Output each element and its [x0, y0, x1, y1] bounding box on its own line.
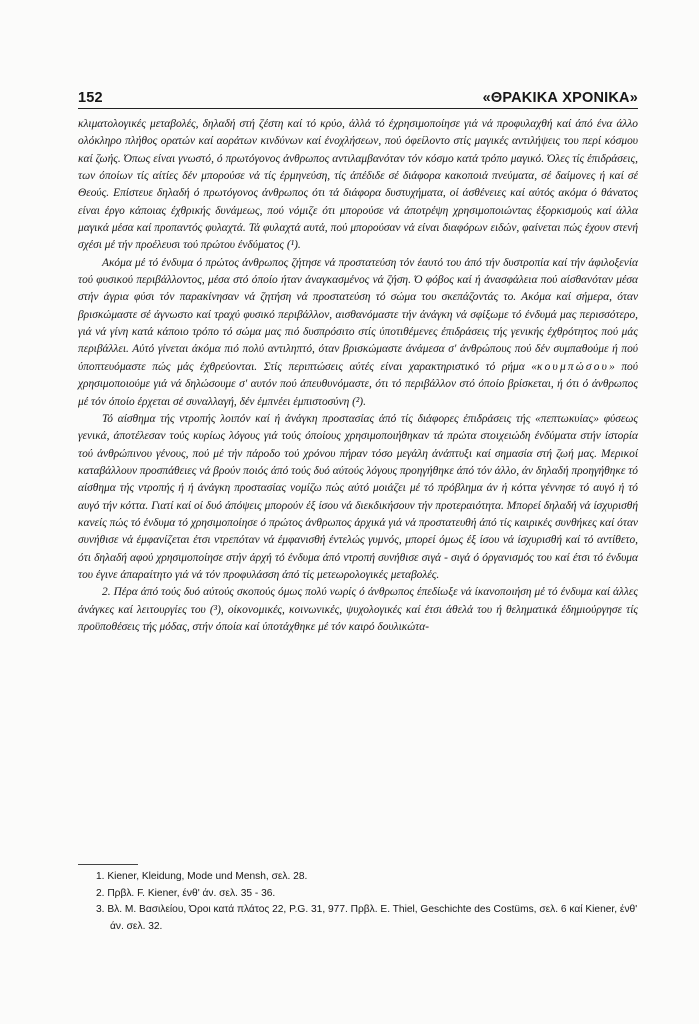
header-rule: [78, 108, 638, 109]
page-number: 152: [78, 90, 103, 106]
journal-title: «ΘΡΑΚΙΚΑ ΧΡΟΝΙΚΑ»: [482, 90, 638, 106]
spaced-emphasis-word: κουμπώσου: [536, 360, 610, 373]
body-text: [78, 116, 638, 636]
running-header: [78, 84, 638, 106]
paragraph-4: 2. Πέρα άπό τούς δυό αύτούς σκοπούς όμως πολύ νωρίς ό άνθρωπος έπεδίωξε νά ίκανοποιήση μέ τό ένδυμα καί άλλες άνάγκες καί λειτουργίες του (³), οίκονομικές, κοινωνικές, ψυχολογικές καί έτσι άθελά του ή θεληματικά έδημιούργησε τίς προϋποθέσεις τής μόδας, στήν όποία καί ύποτάχθηκε μέ τόν καιρό δουλικώτα-: [78, 586, 638, 633]
footnote-rule: [78, 864, 138, 865]
footnote-3: 3. Βλ. Μ. Βασιλείου, Όροι κατά πλάτος 22, P.G. 31, 977. Πρβλ. E. Thiel, Geschichte des Costüms, σελ. 6 καί Kiener, ένθ' άν. σελ. 32.: [96, 904, 638, 932]
footnote-2: 2. Πρβλ. F. Kiener, ένθ' άν. σελ. 35 - 36.: [96, 887, 276, 899]
footnotes: [78, 869, 638, 935]
paragraph-1: κλιματολογικές μεταβολές, δηλαδή στή ζέστη καί τό κρύο, άλλά τό έχρησιμοποίησε γιά νά προφυλαχθή καί άπό ένα άλλο ολόκληρο πλήθος ορατών καί αοράτων κινδύνων καί ένοχλήσεων, πού όφείλοντο στίς μαγικές αντιλήψεις του περί κόσμου καί ζωής. Όπως είναι γνωστό, ό πρωτόγονος άνθρωπος αντιλαμβανόταν τόν κόσμο κατά τρόπο μαγικό. Όλες τίς έπιδράσεις, των όποίων τίς αίτίες δέν μπορούσε νά τίς έρμηνεύση, τίς άπέδιδε σέ διάφορα κακοποιά πνεύματα, σέ δαίμονες ή καί σέ Θεούς. Επίστευε δηλαδή ό πρωτόγονος άνθρωπος ότι τά διάφορα δυστυχήματα, οί άσθένειες καί αύτός ακόμα ό θάνατος είναι έργο κάποιας έχθρικής δυνάμεως, πού νόμιζε ότι μπορούσε νά άποτρέψη χρησιμοποιώντας έξορκισμούς καί άλλα μαγικά μέσα καί προπαντός φυλαχτά. Τά φυλαχτά αυτά, πού μπορούσαν νά είναι διαφόρων ειδών, φαίνεται πώς έχουν στενή σχέσι μέ τήν προέλευσι τού πρώτου ένδύματος (¹).: [78, 118, 638, 252]
paragraph-3: Τό αίσθημα τής ντροπής λοιπόν καί ή άνάγκη προστασίας άπό τίς διάφορες έπιδράσεις τής «πεπτωκυίας» φύσεως γενικά, άποτέλεσαν τούς κυρίως λόγους γιά τούς όποίους χρησιμοποιήθηκαν τά πρώτα στοιχειώδη ένδύματα στήν ίστορία τού άνθρώπινου γένους, πού μέ τήν πάροδο τού χρόνου πήραν τόσο μεγάλη άνάπτυξι καί σημασία στή ζωή μας. Μερικοί καταβάλλουν προσπάθειες νά βρούν ποιός άπό τούς δυό αύτούς λόγους προηγήθηκε άπό τόν άλλο, άν δηλαδή προηγήθηκε τό αίσθημα τής ντροπής ή ή άνάγκη προστασίας νομίζω πώς αύτό μοιάζει μέ τό πρόβλημα άν ή κόττα γέννησε τό αυγό ή τό αυγό τήν κόττα. Γιατί καί οί δυό άπόψεις μπορούν έξ ίσου νά διεκδικήσουν τήν προτεραιότητα. Μπορεί δηλαδή νά ίσχυρισθή κανείς πώς τό ένδυμα τό χρησιμοποίησε ό πρώτος άνθρωπος άρχικά γιά νά προστατευθή άπό τίς καιρικές συνθήκες καί όταν συνήθισε νά έμφανίζεται έτσι ντρεπόταν νά έμφανισθή έντελώς γυμνός, μπορεί όμως έξ ίσου νά ίσχυρισθή καί τό αντίθετο, ότι δηλαδή αφού χρησιμοποίησε στήν άρχή τό ένδυμα άπό ντροπή συνήθισε σιγά - σιγά ό όργανισμός του καί έτσι τό ένδυμα του έγινε άπαραίτητο γιά νά τόν προφυλάσση άπό τίς μετεωρολογικές μεταβολές.: [78, 412, 638, 581]
paragraph-2-part-b: » πού χρησιμοποιούμε γιά νά δηλώσουμε σ' αυτόν πού άπευθυνόμαστε, ότι τό περιβάλλον στό όποίο βρίσκεται, ή ότι ό άνθρωπος μέ τόν όποίο έρχεται σέ συναλλαγή, δέν έμπνέει έμπιστοσύνη (²).: [78, 360, 638, 408]
paragraph-2-part-a: Ακόμα μέ τό ένδυμα ό πρώτος άνθρωπος ζήτησε νά προστατεύση τόν έαυτό του άπό τήν δυστροπία καί τήν άφιλοξενία τού φυσικού περιβάλλοντος, μέσα στό όποίο ήταν άναγκασμένος νά ζήση. Ό φόβος καί ή άνασφάλεια πού αίσθανόταν μέσα στήν άγρια φύσι τόν παρακίνησαν νά ζητήση νά προστατεύση τό σώμα του σκεπάζοντάς το. Ακόμα καί σήμερα, όταν βρισκώμαστε σέ άγνωστο καί τραχύ φυσικό περιβάλλον, αισθανόμαστε τήν άνάγκη νά σφίξωμε τό ένδυμά μας περισσότερο, γιά νά γίνη κατά κάποιο τρόπο τό σώμα μας πιό δυσπρόσιτο στίς ύποτιθέμενες έπιδράσεις τής γενικής έχθρότητος πού μάς περιβάλλει. Αύτό γίνεται άκόμα πιό πολύ αντιληπτό, όταν βρισκώμαστε άνάμεσα σ' άνθρώπους πού δέν συμπαθούμε ή πού ύποπτευόμαστε πώς μάς έχθρεύονται. Στίς περιπτώσεις αύτές είναι χαρακτηριστικό τό ρήμα «: [78, 256, 638, 373]
paragraph-2: [78, 255, 638, 411]
footnote-1: 1. Kiener, Kleidung, Mode und Mensh, σελ. 28.: [96, 871, 308, 882]
